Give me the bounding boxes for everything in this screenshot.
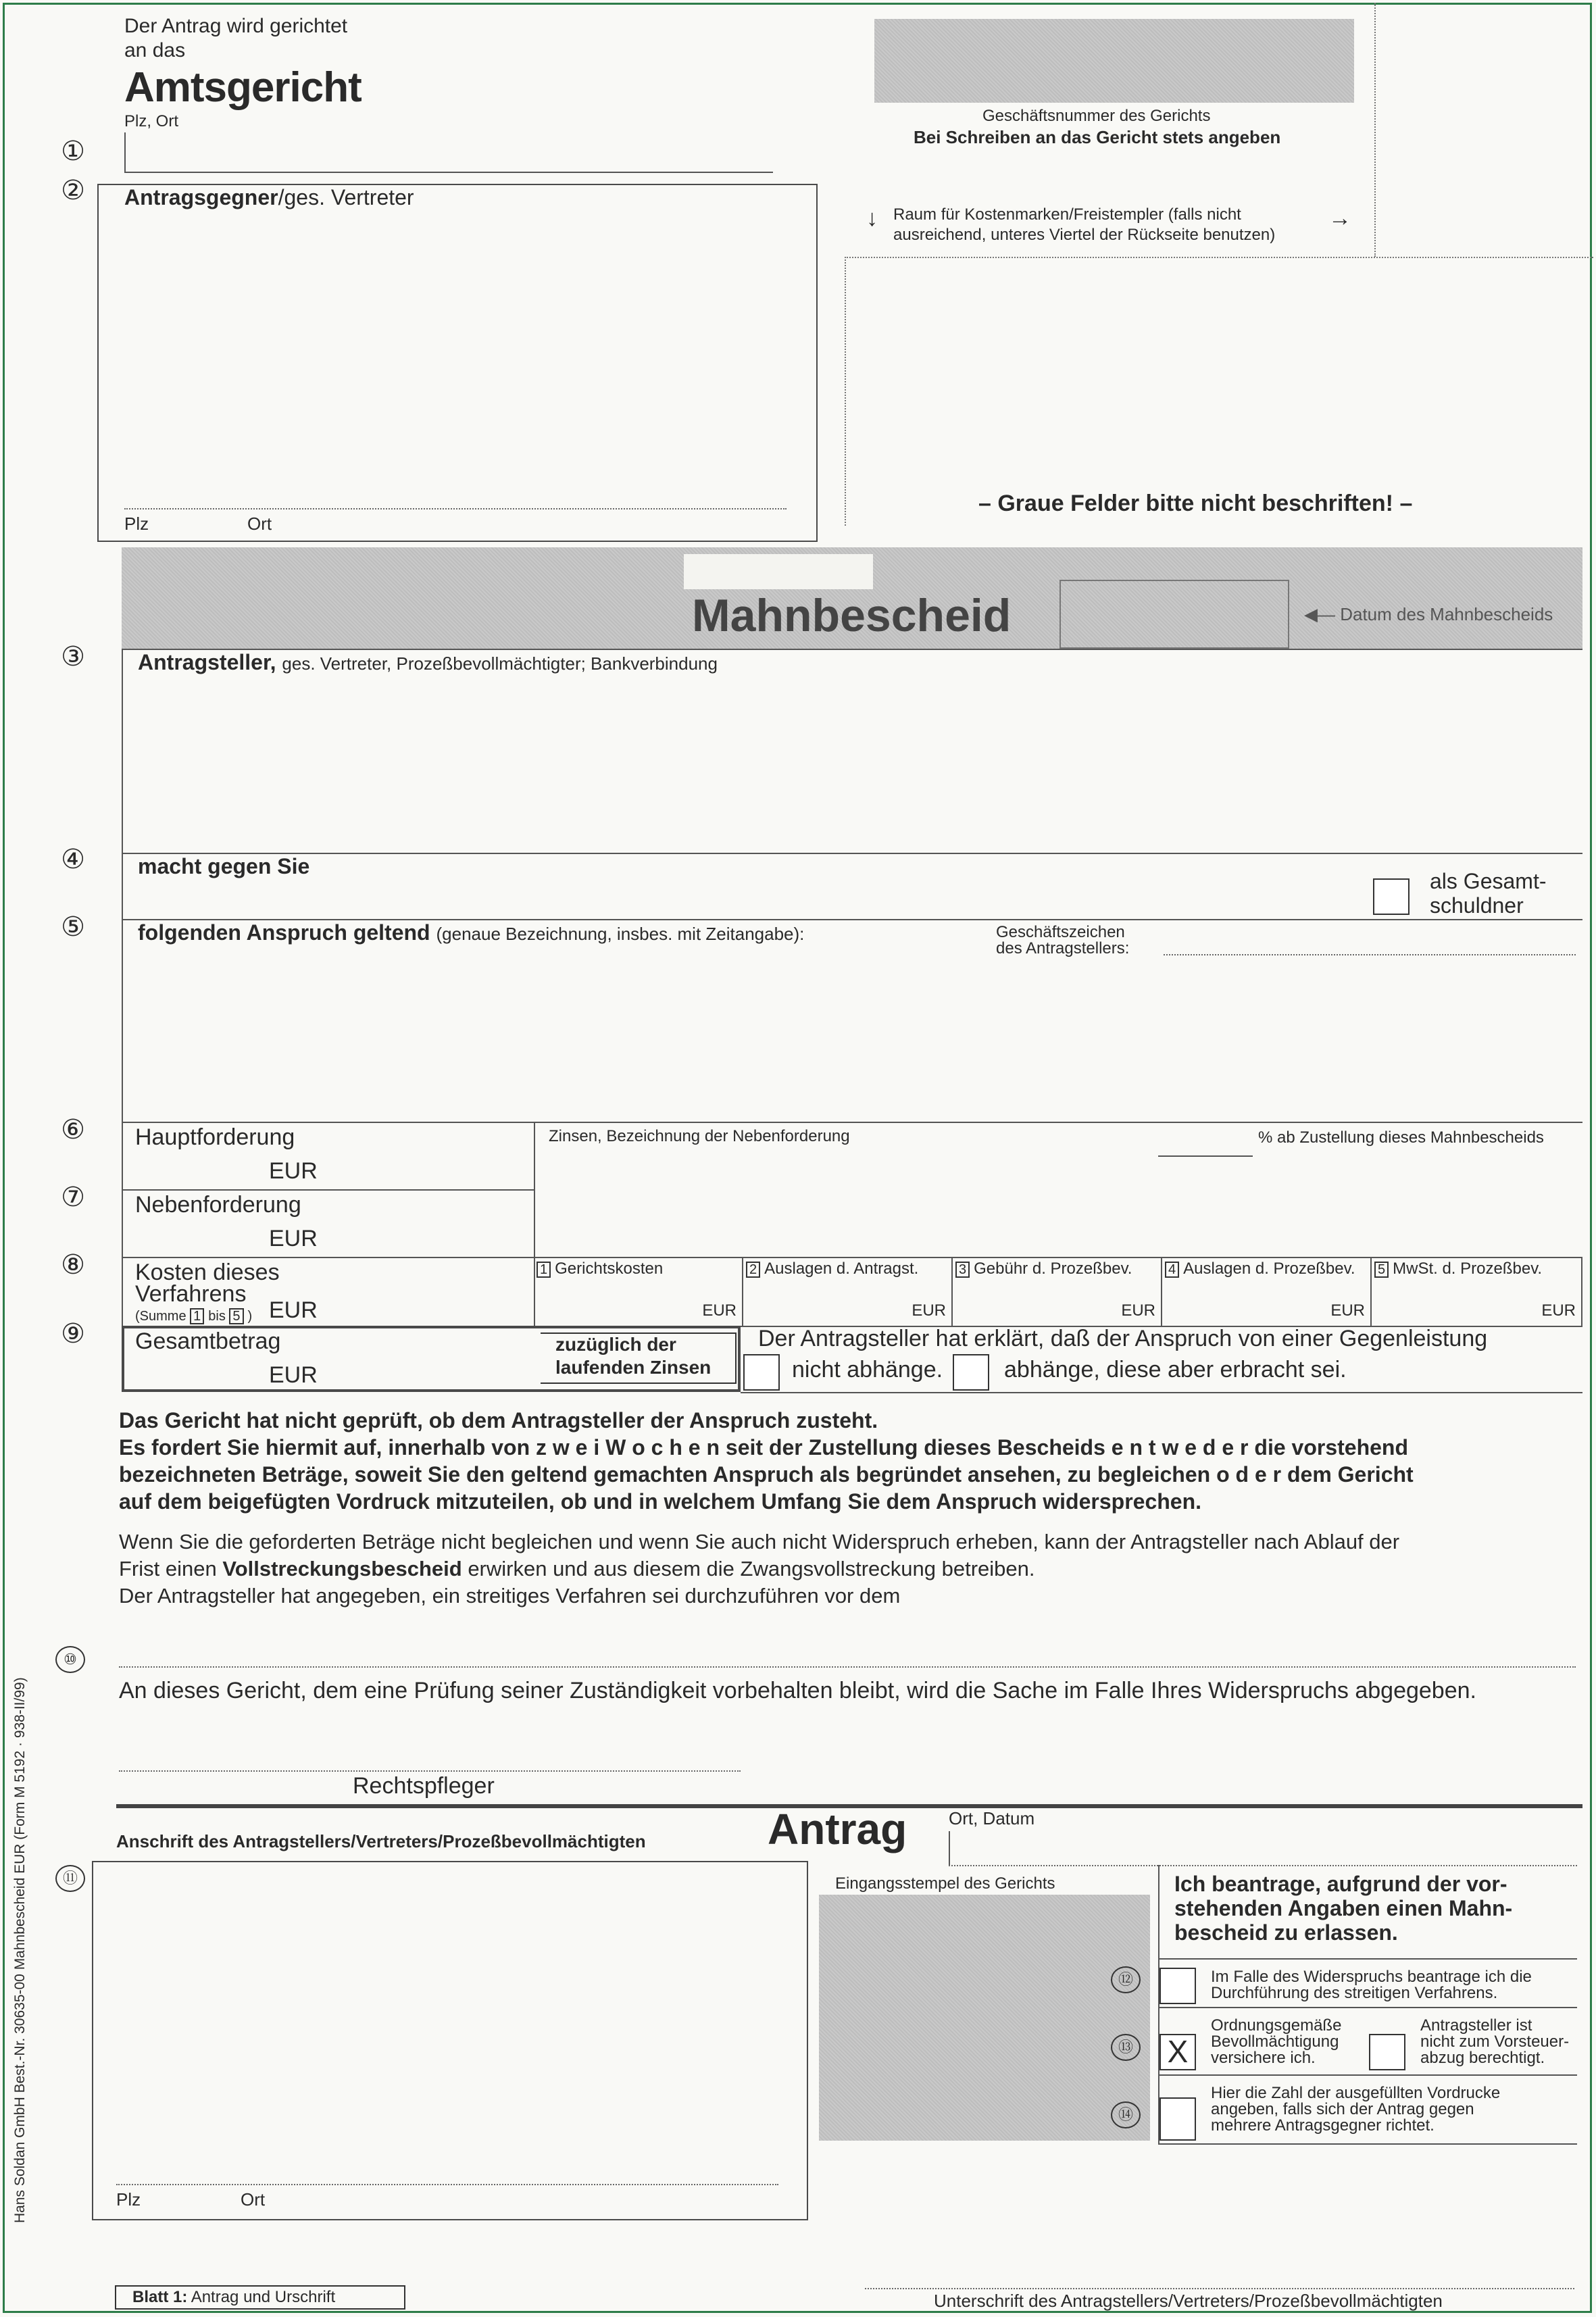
costs-label-line1: Kosten dieses — [135, 1260, 280, 1285]
stamp-space-area — [845, 257, 1593, 526]
field-number-4: ④ — [61, 845, 85, 874]
cost-column-label: 5 MwSt. d. Prozeßbev. — [1374, 1260, 1542, 1278]
arrow-right-icon: → — [1328, 205, 1351, 231]
court-plz-ort-label: Plz, Ort — [124, 112, 179, 130]
applicant-label: Antragsteller, ges. Vertreter, Prozeßbevollmächtigter; Bankverbindung — [138, 650, 718, 674]
field-number-7: ⑦ — [61, 1182, 85, 1212]
stamp-space-line2: ausreichend, unteres Viertel der Rückseite benutzen) — [893, 226, 1276, 244]
opt13b-line2: nicht zum Vorsteuer- — [1420, 2033, 1570, 2051]
applicant-address-box[interactable] — [92, 1861, 808, 2220]
cost-column-label: 2 Auslagen d. Antragst. — [746, 1260, 918, 1278]
joint-debtor-checkbox[interactable] — [1373, 878, 1410, 915]
costs-sum-note: (Summe 1 bis 5 ) — [135, 1309, 253, 1324]
costs-currency[interactable]: EUR — [269, 1297, 318, 1323]
field-number-11: ⑪ — [55, 1865, 85, 1892]
claim-label: folgenden Anspruch geltend (genaue Bezeichnung, insbes. mit Zeitangabe): — [138, 920, 805, 945]
ancillary-claim-currency[interactable]: EUR — [269, 1226, 318, 1251]
address-ort-label: Ort — [241, 2189, 266, 2210]
total-currency: EUR — [269, 1362, 318, 1388]
field-number-6: ⑥ — [61, 1115, 85, 1145]
applicant-field[interactable] — [135, 682, 1574, 845]
total-label: Gesamtbetrag — [135, 1328, 281, 1354]
grey-fields-note: – Graue Felder bitte nicht beschriften! – — [978, 491, 1413, 516]
field-number-14: ⑭ — [1111, 2101, 1141, 2128]
notice-bold-line1: Das Gericht hat nicht geprüft, ob dem Antragsteller der Anspruch zusteht. — [119, 1408, 878, 1432]
field-number-5: ⑤ — [61, 912, 85, 942]
opt13b-line1: Antragsteller ist — [1420, 2016, 1532, 2035]
input-tax-checkbox[interactable] — [1369, 2034, 1405, 2070]
signature-field[interactable] — [865, 2288, 1574, 2289]
authorization-checkbox[interactable] — [1159, 2034, 1196, 2070]
receipt-stamp-grey-field — [819, 1895, 1150, 2141]
cost-column-currency: EUR — [702, 1301, 737, 1320]
opt14-line1: Hier die Zahl der ausgefüllten Vordrucke — [1211, 2084, 1501, 2102]
cost-column-5[interactable] — [1372, 1257, 1582, 1326]
case-number-grey-field — [874, 19, 1354, 103]
counter-not-dependent-checkbox[interactable] — [743, 1354, 780, 1391]
cost-column-currency: EUR — [1330, 1301, 1365, 1320]
opt14-line2: angeben, falls sich der Antrag gegen — [1211, 2100, 1474, 2118]
field-number-2: ② — [61, 176, 85, 205]
ancillary-claim-label: Nebenforderung — [135, 1192, 301, 1218]
field-number-8: ⑧ — [61, 1250, 85, 1280]
arrow-left-icon: ◀— — [1304, 604, 1341, 624]
notice-p3-line: Der Antragsteller hat angegeben, ein streitiges Verfahren sei durchzuführen vor dem — [119, 1584, 901, 1608]
request-title: Antrag — [768, 1805, 907, 1853]
opt13-line1: Ordnungsgemäße — [1211, 2016, 1342, 2035]
joint-debtor-line1: als Gesamt- — [1430, 869, 1547, 893]
opt13-line2: Bevollmächtigung — [1211, 2033, 1339, 2051]
counter-opt1-label: nicht abhänge. — [792, 1357, 943, 1382]
court-title: Amtsgericht — [124, 64, 361, 111]
stamp-space-line1: Raum für Kostenmarken/Freistempler (falls nicht — [893, 205, 1241, 224]
opt13-line3: versichere ich. — [1211, 2049, 1316, 2067]
litigation-court-field[interactable] — [119, 1666, 1576, 1668]
side-print: Hans Soldan GmbH Best.-Nr. 30635-00 Mahnbescheid EUR (Form M 5192 · 938-II/99) — [12, 1677, 28, 2223]
apply-line2: stehenden Angaben einen Mahn- — [1174, 1896, 1513, 1920]
claim-field[interactable] — [135, 960, 1574, 1118]
cost-column-label: 4 Auslagen d. Prozeßbev. — [1165, 1260, 1355, 1278]
applicant-ref-field[interactable] — [1164, 954, 1576, 955]
cost-column-currency: EUR — [912, 1301, 946, 1320]
apply-line3: bescheid zu erlassen. — [1174, 1920, 1398, 1945]
opt12-line2: Durchführung des streitigen Verfahrens. — [1211, 1984, 1498, 2002]
plus-interest-line1: zuzüglich der — [555, 1334, 676, 1355]
cost-column-label: 1 Gerichtskosten — [537, 1260, 663, 1278]
notice-p2-line2: Frist einen Vollstreckungsbescheid erwirken und aus diesem die Zwangsvollstreckung betreiben. — [119, 1557, 1035, 1580]
clerk-label: Rechtspfleger — [353, 1773, 495, 1799]
counter-performance-line1: Der Antragsteller hat erklärt, daß der Anspruch von einer Gegenleistung — [758, 1326, 1488, 1351]
notice-bold-line4: auf dem beigefügten Vordruck mitzuteilen, ob und in welchem Umfang Sie dem Anspruch widersprechen. — [119, 1489, 1202, 1514]
respondent-ort-label: Ort — [247, 514, 272, 534]
interest-label: Zinsen, Bezeichnung der Nebenforderung — [549, 1127, 850, 1145]
cost-column-label: 3 Gebühr d. Prozeßbev. — [955, 1260, 1132, 1278]
applicant-ref-line1: Geschäftszeichen — [996, 923, 1125, 941]
field-number-3: ③ — [61, 642, 85, 672]
interest-right-label: % ab Zustellung dieses Mahnbescheids — [1258, 1128, 1544, 1147]
respondent-plz-label: Plz — [124, 514, 149, 534]
court-address-line[interactable] — [124, 172, 773, 173]
apply-line1: Ich beantrage, aufgrund der vor- — [1174, 1872, 1507, 1896]
case-number-note: Bei Schreiben an das Gericht stets angeben — [914, 127, 1281, 147]
addressed-line1: Der Antrag wird gerichtet — [124, 15, 348, 37]
date-label: ◀— Datum des Mahnbescheids — [1304, 604, 1553, 624]
opt14-line3: mehrere Antragsgegner richtet. — [1211, 2116, 1435, 2135]
sheet-label: Blatt 1: Antrag und Urschrift — [115, 2285, 405, 2310]
address-plz-label: Plz — [116, 2189, 141, 2210]
notice-p2-line1: Wenn Sie die geforderten Beträge nicht begleichen und wenn Sie auch nicht Widerspruch erheben, kann der Antragsteller nach Ablauf der — [119, 1530, 1400, 1553]
cost-column-4[interactable] — [1162, 1257, 1372, 1326]
costs-label-line2: Verfahrens — [135, 1281, 247, 1307]
field-number-1: ① — [61, 136, 85, 166]
notice-bold-line2: Es fordert Sie hiermit auf, innerhalb von z w e i W o c h e n seit der Zustellung dieses Bescheids e n t w e d e r die vorstehend — [119, 1435, 1408, 1460]
interest-rate-field[interactable] — [1158, 1155, 1253, 1157]
field-number-9: ⑨ — [61, 1319, 85, 1349]
applicant-ref-line2: des Antragstellers: — [996, 939, 1130, 957]
counter-opt2-label: abhänge, diese aber erbracht sei. — [1004, 1357, 1347, 1382]
cost-column-currency: EUR — [1541, 1301, 1576, 1320]
field-number-10: ⑩ — [55, 1646, 85, 1673]
cost-column-currency: EUR — [1121, 1301, 1155, 1320]
clerk-signature-field[interactable] — [119, 1770, 741, 1772]
cost-column-1[interactable] — [534, 1257, 743, 1326]
arrow-down-icon: ↓ — [866, 205, 878, 231]
form-count-field[interactable] — [1159, 2097, 1196, 2141]
notice-bold-line3: bezeichneten Beträge, soweit Sie den geltend gemachten Anspruch als begründet ansehen, zu begleichen o d e r dem Gericht — [119, 1462, 1414, 1487]
date-field — [1059, 580, 1289, 649]
opt13b-line3: abzug berechtigt. — [1420, 2049, 1545, 2067]
main-claim-label: Hauptforderung — [135, 1124, 295, 1150]
signature-label: Unterschrift des Antragstellers/Vertreters/Prozeßbevollmächtigten — [934, 2291, 1443, 2311]
cost-column-3[interactable] — [953, 1257, 1162, 1326]
place-date-field[interactable] — [949, 1865, 1577, 1866]
authorization-check-mark: X — [1167, 2034, 1189, 2069]
field-number-13: ⑬ — [1111, 2034, 1141, 2061]
addressed-line2: an das — [124, 39, 186, 61]
receipt-stamp-label: Eingangsstempel des Gerichts — [835, 1874, 1055, 1893]
makes-against-label: macht gegen Sie — [138, 854, 310, 878]
cost-column-2[interactable] — [743, 1257, 953, 1326]
court-transfer-note: An dieses Gericht, dem eine Prüfung seiner Zuständigkeit vorbehalten bleibt, wird die Sache im Falle Ihres Widerspruchs abgegeben. — [119, 1678, 1476, 1703]
main-claim-currency[interactable]: EUR — [269, 1158, 318, 1184]
respondent-label: Antragsgegner/ges. Vertreter — [124, 185, 414, 209]
joint-debtor-line2: schuldner — [1430, 893, 1524, 918]
address-label: Anschrift des Antragstellers/Vertreters/Prozeßbevollmächtigten — [116, 1831, 646, 1851]
case-number-label: Geschäftsnummer des Gerichts — [982, 107, 1211, 125]
mahnbescheid-title: Mahnbescheid — [692, 590, 1012, 641]
litigation-request-checkbox[interactable] — [1159, 1968, 1196, 2004]
respondent-box[interactable] — [97, 184, 818, 542]
opt12-line1: Im Falle des Widerspruchs beantrage ich die — [1211, 1968, 1532, 1986]
place-date-label: Ort, Datum — [949, 1808, 1035, 1828]
plus-interest-line2: laufenden Zinsen — [555, 1357, 712, 1378]
field-number-12: ⑫ — [1111, 1966, 1141, 1993]
counter-dependent-checkbox[interactable] — [953, 1354, 989, 1391]
